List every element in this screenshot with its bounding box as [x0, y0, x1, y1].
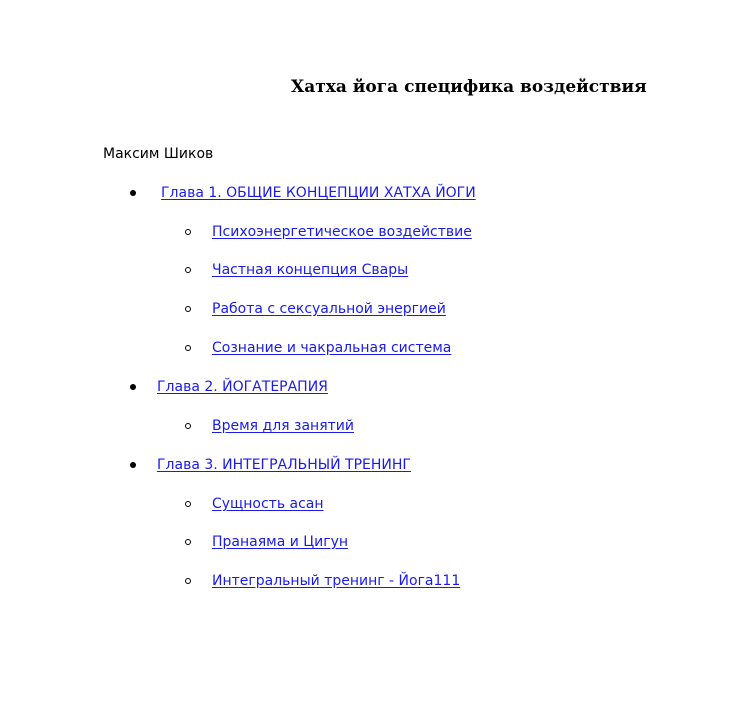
toc-link-pranayama[interactable]: Пранаяма и Цигун — [212, 534, 349, 550]
toc-link-integral-training[interactable]: Интегральный тренинг - Йога111 — [212, 573, 461, 589]
circle-bullet-icon — [185, 578, 191, 584]
disc-bullet-icon — [130, 190, 136, 196]
document-title: Хатха йога специфика воздействия — [291, 77, 647, 97]
toc-link-asanas[interactable]: Сущность асан — [212, 496, 324, 512]
circle-bullet-icon — [185, 306, 191, 312]
circle-bullet-icon — [185, 229, 191, 235]
circle-bullet-icon — [185, 423, 191, 429]
author-name: Максим Шиков — [103, 146, 214, 162]
toc-link-psychoenergetic[interactable]: Психоэнергетическое воздействие — [212, 224, 472, 240]
toc-link-chapter-3[interactable]: Глава 3. ИНТЕГРАЛЬНЫЙ ТРЕНИНГ — [157, 457, 411, 473]
circle-bullet-icon — [185, 267, 191, 273]
toc-link-practice-time[interactable]: Время для занятий — [212, 418, 354, 434]
toc-link-chapter-2[interactable]: Глава 2. ЙОГАТЕРАПИЯ — [157, 379, 328, 395]
toc-link-svara[interactable]: Частная концепция Свары — [212, 262, 409, 278]
toc-link-chapter-1[interactable]: Глава 1. ОБЩИЕ КОНЦЕПЦИИ ХАТХА ЙОГИ — [161, 185, 476, 201]
toc-link-chakra-system[interactable]: Сознание и чакральная система — [212, 340, 452, 356]
circle-bullet-icon — [185, 345, 191, 351]
circle-bullet-icon — [185, 501, 191, 507]
disc-bullet-icon — [130, 462, 136, 468]
toc-link-sexual-energy[interactable]: Работа с сексуальной энергией — [212, 301, 446, 317]
circle-bullet-icon — [185, 539, 191, 545]
disc-bullet-icon — [130, 384, 136, 390]
